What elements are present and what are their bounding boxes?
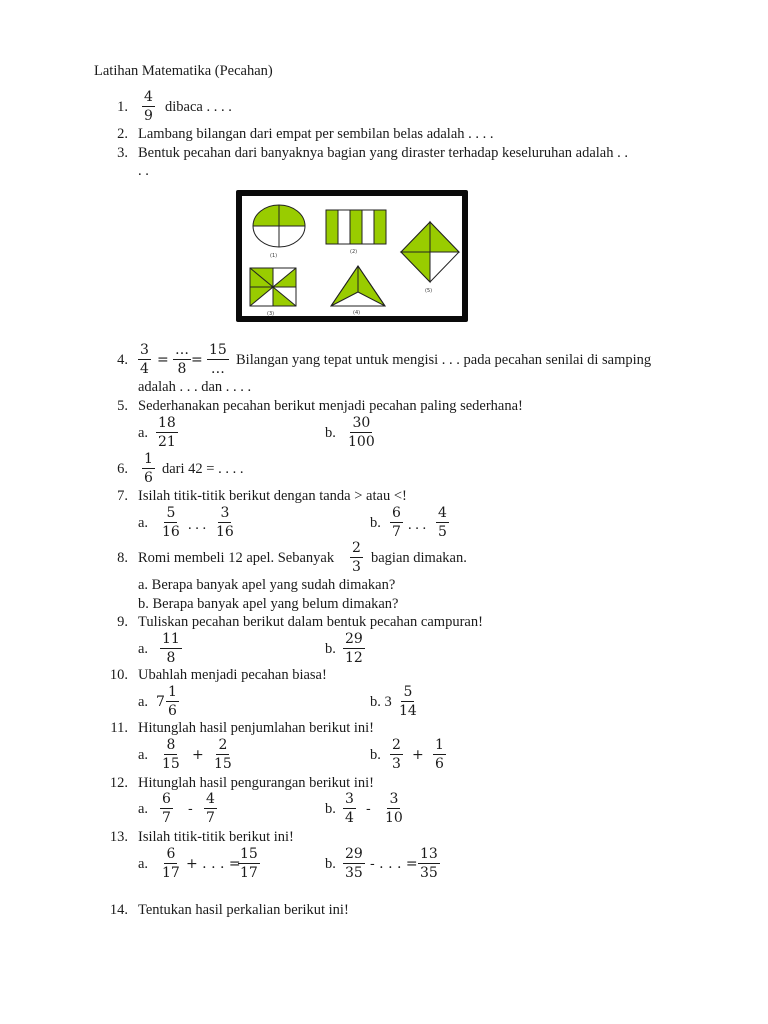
denominator: 10 [385, 810, 403, 826]
q12-option-a-operator: - [188, 801, 193, 817]
denominator: 8 [177, 361, 187, 377]
q4-number: 4. [117, 352, 128, 368]
q4-equals-1: = [157, 352, 169, 368]
q12-option-a-label: a. [138, 801, 149, 817]
numerator: 15 [240, 846, 258, 862]
numerator: 8 [166, 737, 176, 753]
numerator: 1 [435, 737, 444, 753]
q12-text: Hitunglah hasil pengurangan berikut ini! [138, 775, 374, 791]
q3-number: 3. [117, 145, 128, 161]
denominator: 35 [345, 865, 363, 881]
q13-option-a-fraction-2 [238, 846, 260, 881]
q10-option-b-label: b. 3 [370, 694, 392, 710]
q7-number: 7. [117, 488, 128, 504]
q3-text: Bentuk pecahan dari banyaknya bagian yang diraster terhadap keseluruhan adalah . . [138, 145, 628, 161]
q7-option-b-fraction-2 [436, 505, 449, 540]
q12-option-b-label: b. [325, 801, 336, 817]
q8-sub-b: b. Berapa banyak apel yang belum dimakan? [138, 596, 399, 612]
denominator: 8 [166, 650, 176, 666]
q14-text: Tentukan hasil perkalian berikut ini! [138, 902, 349, 918]
q5-option-b-label: b. [325, 425, 336, 441]
numerator: 29 [345, 631, 363, 647]
denominator: 5 [438, 524, 447, 540]
q12-option-b-fraction-1 [343, 791, 356, 826]
q7-option-a-dots: . . . [188, 517, 207, 533]
q5-option-a-label: a. [138, 425, 149, 441]
denominator: 14 [399, 703, 417, 719]
q10-option-a-label: a. [138, 694, 149, 710]
q6-fraction [142, 451, 155, 486]
numerator: 13 [420, 846, 438, 862]
q10-option-a-fraction [166, 684, 179, 719]
q5-option-b-fraction [346, 415, 377, 450]
q4-fraction-3 [207, 342, 229, 377]
q11-number: 11. [110, 720, 128, 736]
q2-number: 2. [117, 126, 128, 142]
numerator: 5 [403, 684, 413, 700]
q6-number: 6. [117, 461, 128, 477]
q4-text-cont: adalah . . . dan . . . . [138, 379, 252, 395]
shape-5-label: (5) [425, 288, 433, 294]
q10-option-b-fraction [397, 684, 419, 719]
numerator: 4 [438, 505, 447, 521]
q7-option-b-label: b. [370, 515, 381, 531]
q13-option-b-fraction-1 [343, 846, 365, 881]
shape-2-label: (2) [350, 249, 358, 255]
worksheet-title: Latihan Matematika (Pecahan) [94, 63, 273, 79]
denominator: 6 [144, 470, 153, 486]
numerator: 6 [166, 846, 176, 862]
numerator: 4 [144, 89, 153, 105]
q4-text: Bilangan yang tepat untuk mengisi . . . pada pecahan senilai di samping [236, 352, 652, 368]
denominator: 9 [144, 108, 153, 124]
q7-text: Isilah titik-titik berikut dengan tanda > atau <! [138, 488, 407, 504]
q13-option-b-operator: - . . . = [370, 856, 418, 872]
fraction-shapes-svg [242, 196, 462, 316]
numerator: 3 [389, 791, 399, 807]
q7-option-a-fraction-1 [160, 505, 182, 540]
q11-text: Hitunglah hasil penjumlahan berikut ini! [138, 720, 374, 736]
q11-option-b-operator: + [412, 747, 424, 763]
q8-fraction [350, 540, 363, 575]
denominator: 4 [140, 361, 149, 377]
numerator: 4 [206, 791, 215, 807]
numerator: 2 [218, 737, 228, 753]
numerator: 5 [166, 505, 176, 521]
numerator: 6 [392, 505, 401, 521]
denominator: 12 [345, 650, 363, 666]
q11-option-a-label: a. [138, 747, 149, 763]
q1-text: dibaca . . . . [165, 99, 232, 115]
q11-option-a-operator: + [192, 747, 204, 763]
q1-number: 1. [117, 99, 128, 115]
shape-3-label: (3) [267, 311, 275, 316]
q13-option-b-fraction-2 [418, 846, 440, 881]
denominator: 7 [392, 524, 401, 540]
numerator: 3 [140, 342, 149, 358]
q11-option-b-fraction-2 [433, 737, 446, 772]
denominator: 16 [162, 524, 180, 540]
numerator: 11 [162, 631, 180, 647]
denominator: 35 [420, 865, 438, 881]
q11-option-b-label: b. [370, 747, 381, 763]
denominator: 7 [206, 810, 215, 826]
q6-text: dari 42 = . . . . [162, 461, 244, 477]
q9-number: 9. [117, 614, 128, 630]
denominator: 15 [214, 756, 232, 772]
q7-option-b-dots: . . . [408, 517, 427, 533]
q8-sub-a: a. Berapa banyak apel yang sudah dimakan? [138, 577, 396, 593]
shape-4-label: (4) [353, 310, 361, 316]
denominator: 3 [392, 756, 401, 772]
numerator: 30 [352, 415, 371, 431]
q12-option-b-operator: - [366, 801, 371, 817]
q14-number: 14. [109, 902, 128, 918]
q11-option-a-fraction-2 [212, 737, 234, 772]
numerator: 2 [392, 737, 401, 753]
denominator: 15 [162, 756, 180, 772]
denominator: 17 [162, 865, 180, 881]
numerator: 18 [158, 415, 176, 431]
q10-text: Ubahlah menjadi pecahan biasa! [138, 667, 327, 683]
q12-number: 12. [109, 775, 128, 791]
denominator: 21 [158, 434, 176, 450]
q9-option-a-label: a. [138, 641, 149, 657]
numerator: 2 [352, 540, 361, 556]
denominator: 4 [345, 810, 354, 826]
q9-option-b-label: b. [325, 641, 336, 657]
q13-number: 13. [109, 829, 128, 845]
q10-option-a-whole: 7 [156, 694, 165, 710]
denominator: 7 [162, 810, 171, 826]
q4-fraction-2 [173, 342, 191, 377]
q5-text: Sederhanakan pecahan berikut menjadi pecahan paling sederhana! [138, 398, 523, 414]
q2-text: Lambang bilangan dari empat per sembilan belas adalah . . . . [138, 126, 494, 142]
numerator: 3 [220, 505, 230, 521]
numerator: 15 [209, 342, 227, 358]
q1-fraction [142, 89, 155, 124]
q7-option-b-fraction-1 [390, 505, 403, 540]
denominator: 100 [348, 434, 375, 450]
q13-option-a-label: a. [138, 856, 149, 872]
q12-option-a-fraction-2 [204, 791, 217, 826]
fraction-shapes-figure [236, 190, 468, 322]
q5-option-a-fraction [156, 415, 178, 450]
q12-option-b-fraction-2 [383, 791, 405, 826]
denominator: 6 [168, 703, 177, 719]
q7-option-a-fraction-2 [214, 505, 236, 540]
denominator: 6 [435, 756, 444, 772]
q13-option-b-label: b. [325, 856, 336, 872]
numerator: 3 [345, 791, 354, 807]
q10-number: 10. [109, 667, 128, 683]
q11-option-a-fraction-1 [160, 737, 182, 772]
q11-option-b-fraction-1 [390, 737, 403, 772]
q3-text-cont: . . [138, 163, 149, 179]
q13-text: Isilah titik-titik berikut ini! [138, 829, 294, 845]
q7-option-a-label: a. [138, 515, 149, 531]
denominator: 16 [216, 524, 234, 540]
q13-option-a-operator: + . . . = [186, 856, 241, 872]
q9-option-a-fraction [160, 631, 182, 666]
denominator: 3 [352, 559, 361, 575]
q9-option-b-fraction [343, 631, 365, 666]
shape-1-label: (1) [270, 253, 278, 259]
q12-option-a-fraction-1 [160, 791, 173, 826]
numerator: 1 [144, 451, 153, 467]
numerator: 1 [168, 684, 177, 700]
numerator: 29 [345, 846, 363, 862]
denominator: 17 [240, 865, 258, 881]
numerator: … [175, 342, 189, 358]
numerator: 6 [162, 791, 171, 807]
q4-equals-2: = [191, 352, 203, 368]
q8-text: Romi membeli 12 apel. Sebanyak [138, 550, 335, 566]
q8-number: 8. [117, 550, 128, 566]
q8-text-cont: bagian dimakan. [371, 550, 467, 566]
q5-number: 5. [117, 398, 128, 414]
q9-text: Tuliskan pecahan berikut dalam bentuk pecahan campuran! [138, 614, 483, 630]
denominator: … [210, 361, 225, 377]
q13-option-a-fraction-1 [160, 846, 182, 881]
q4-fraction-1 [138, 342, 151, 377]
